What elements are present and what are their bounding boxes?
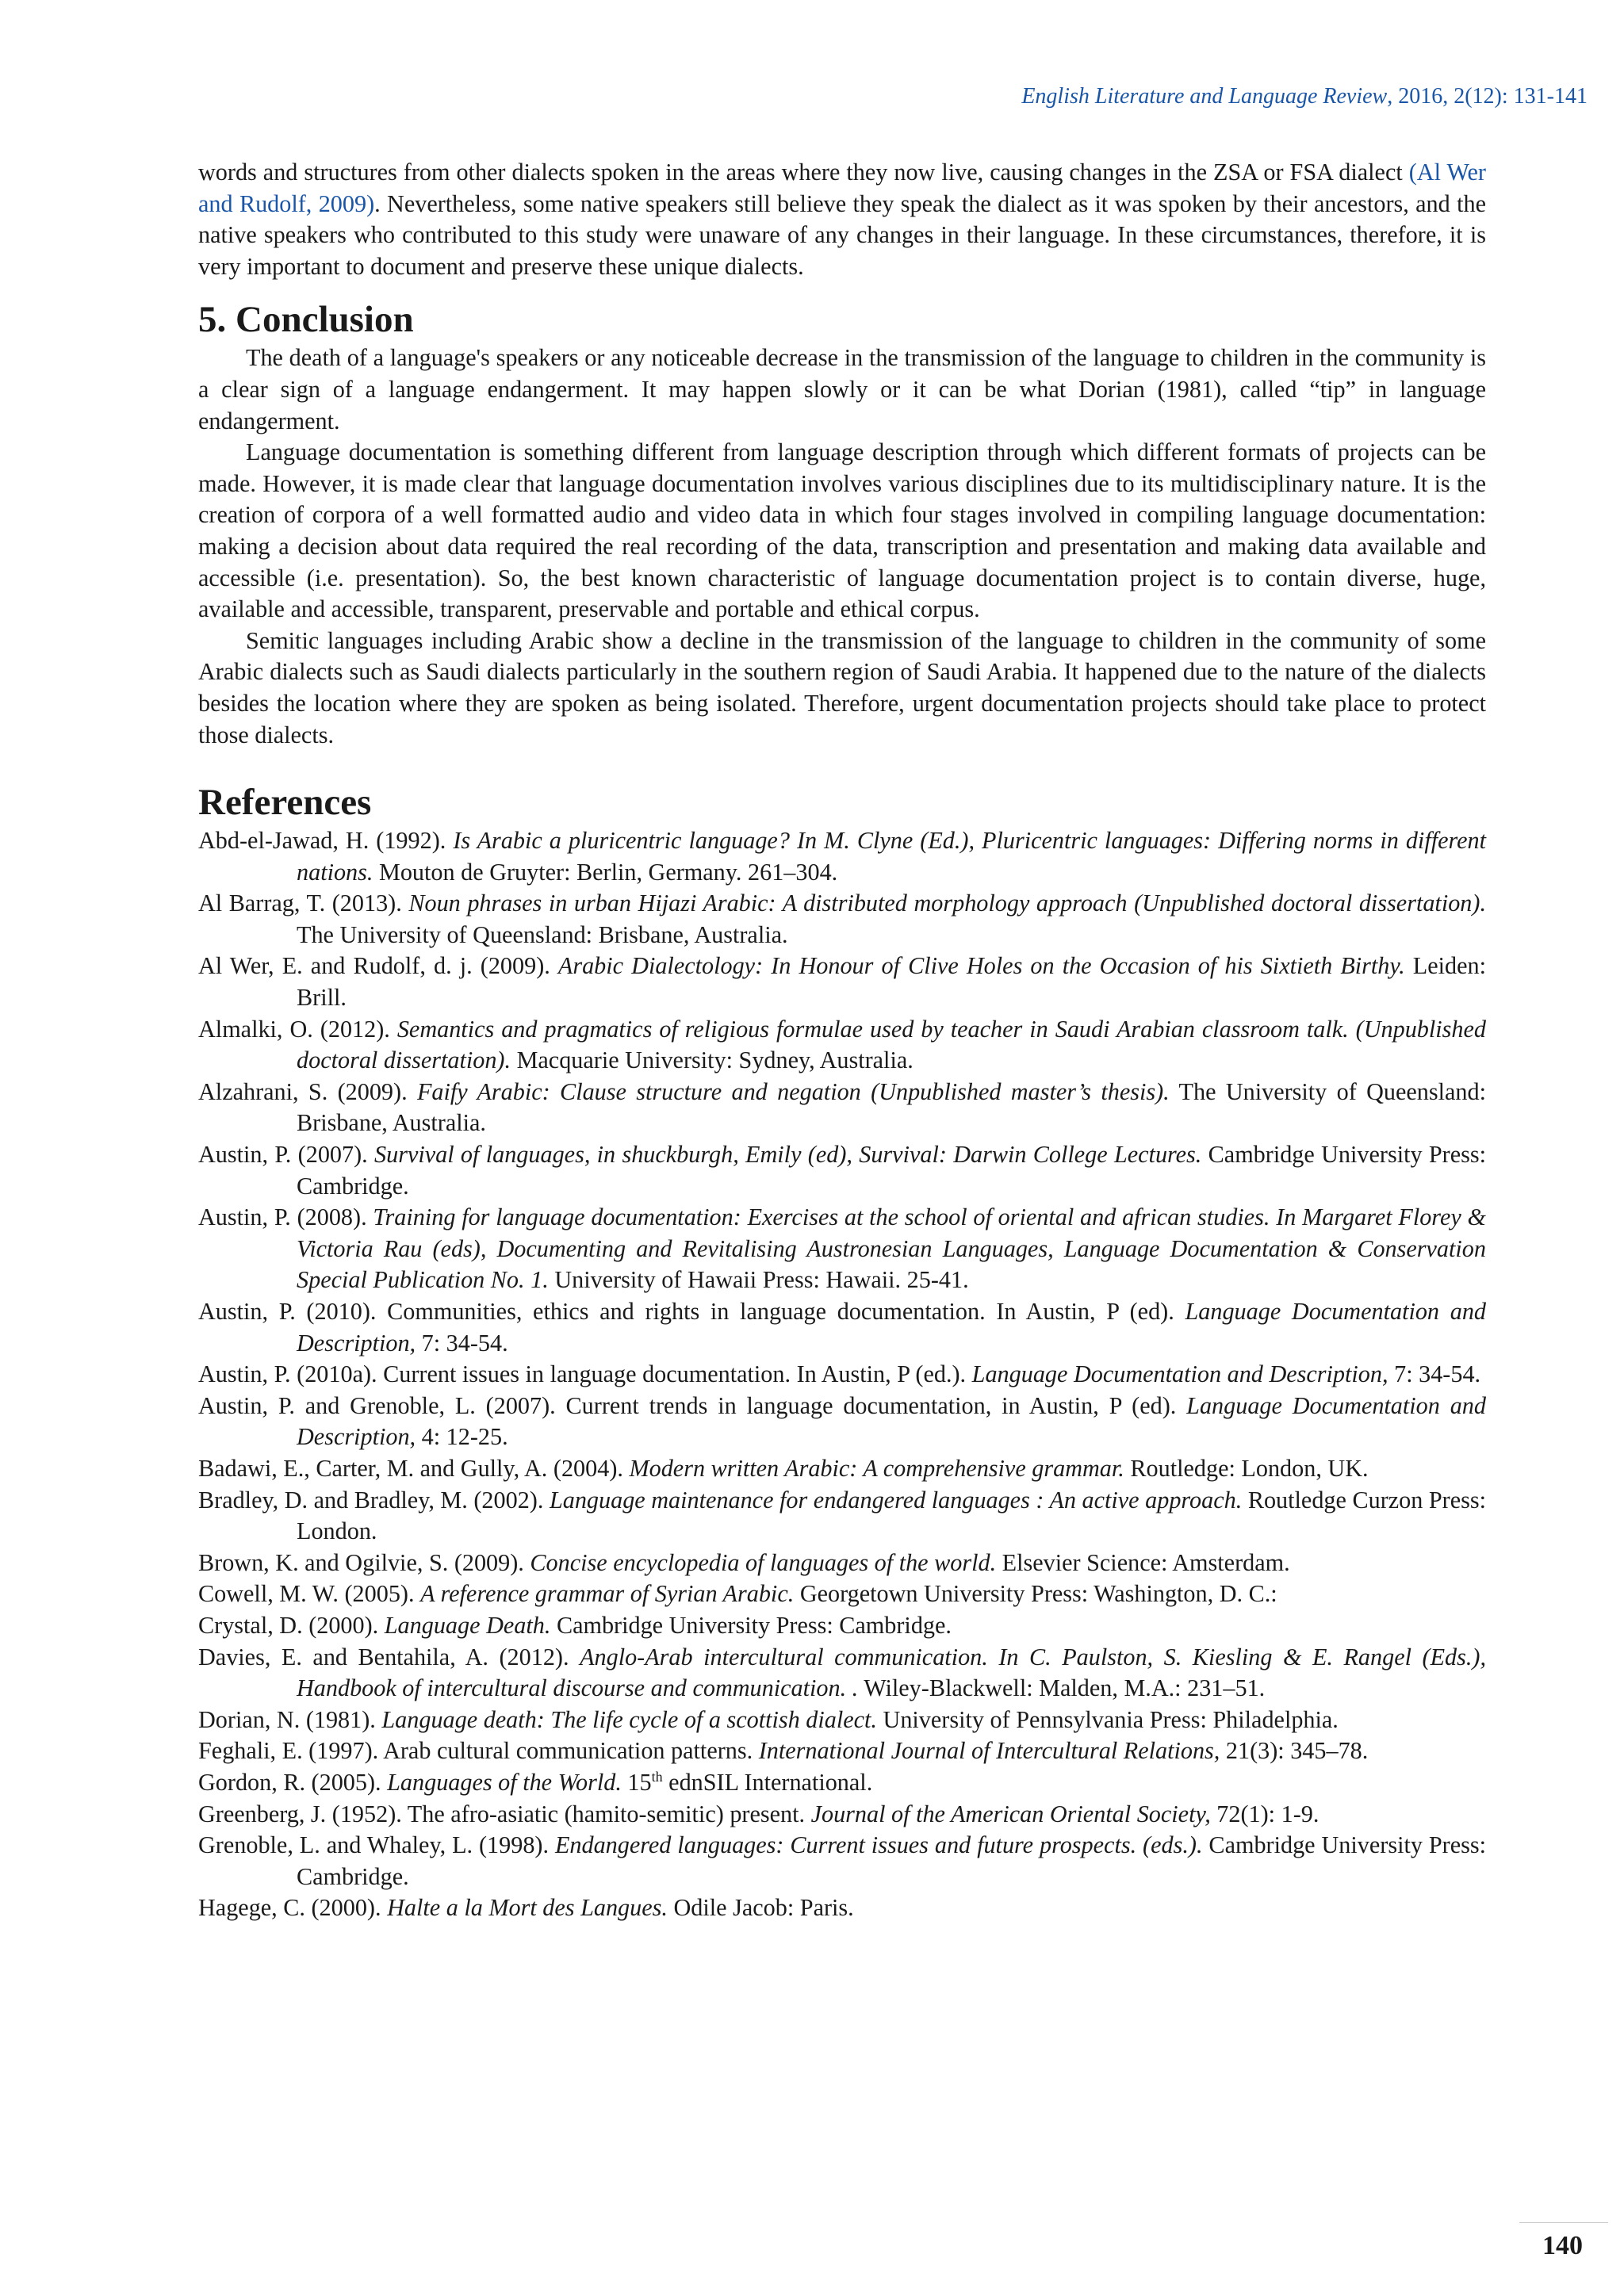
reference-publisher: University of Hawaii Press: Hawaii. 25-41. <box>548 1266 969 1294</box>
reference-title: Language Documentation and Description, <box>297 1391 1486 1451</box>
reference-publisher: Cambridge University Press: Cambridge. <box>297 1831 1486 1890</box>
reference-title: Language Documentation and Description, <box>971 1360 1388 1388</box>
reference-item <box>198 1767 1486 1799</box>
reference-authors: Bradley, D. and Bradley, M. (2002). <box>198 1486 550 1513</box>
reference-authors: Davies, E. and Bentahila, A. (2012). <box>198 1643 580 1670</box>
conclusion-paragraph: Language documentation is something different from language description through which different formats of projects can be made. However, it is made clear that language documentation involves various disciplines due to its multidisciplinary nature. It is the creation of corpora of a well formatted audio and video data in which four stages involved in compiling language documentation: making a decision about data required the real recording of the data, transcription and presentation and making data available and accessible (i.e. presentation). So, the best known characteristic of language documentation project is to contain diverse, huge, available and accessible, transparent, preservable and portable and ethical corpus. <box>198 438 1486 623</box>
reference-title: Halte a la Mort des Langues. <box>387 1894 668 1922</box>
reference-item <box>198 1548 1486 1579</box>
reference-item <box>198 1610 1486 1642</box>
intro-paragraph <box>198 157 1486 282</box>
reference-title: Languages of the World. <box>387 1768 622 1796</box>
reference-item <box>198 951 1486 1013</box>
reference-title: Journal of the American Oriental Society, <box>810 1800 1211 1827</box>
reference-authors: Alzahrani, S. (2009). <box>198 1077 417 1105</box>
reference-item <box>198 1296 1486 1359</box>
reference-item <box>198 825 1486 888</box>
reference-title: A reference grammar of Syrian Arabic. <box>420 1580 795 1608</box>
reference-item <box>198 1359 1486 1391</box>
reference-title: Language Documentation and Description, <box>297 1298 1487 1357</box>
reference-item <box>198 1139 1486 1202</box>
reference-list <box>198 825 1486 1924</box>
reference-title: Semantics and pragmatics of religious formulae used by teacher in Saudi Arabian classroom talk. (Unpublished doctoral dissertation). <box>297 1015 1487 1074</box>
reference-authors: Brown, K. and Ogilvie, S. (2009). <box>198 1548 530 1576</box>
reference-publisher: Leiden: Brill. <box>297 952 1486 1012</box>
references-heading: References <box>198 782 372 824</box>
footer-divider <box>1519 2222 1608 2223</box>
reference-authors: Grenoble, L. and Whaley, L. (1998). <box>198 1831 555 1859</box>
reference-title: Survival of languages, in shuckburgh, Emily (ed), Survival: Darwin College Lectures. <box>374 1141 1202 1169</box>
reference-title: Is Arabic a pluricentric language? In M. Clyne (Ed.), Pluricentric languages: Differing norms in different nations. <box>297 827 1486 886</box>
reference-item <box>198 1578 1486 1610</box>
reference-item <box>198 1892 1486 1924</box>
reference-authors: Austin, P. and Grenoble, L. (2007). Current trends in language documentation, in Austin, P (ed). <box>198 1391 1187 1419</box>
reference-item <box>198 1705 1486 1736</box>
reference-item <box>198 1014 1486 1077</box>
reference-title: Modern written Arabic: A comprehensive grammar. <box>629 1454 1124 1482</box>
intro-text-2: . Nevertheless, some native speakers still believe they speak the dialect as it was spoken by their ancestors, and the native speakers who contributed to this study were unaware of any changes in their language. In these circumstances, therefore, it is very important to document and preserve these unique dialects. <box>198 189 1486 280</box>
reference-publisher: Cambridge University Press: Cambridge. <box>297 1141 1486 1200</box>
reference-authors: Austin, P. (2007). <box>198 1141 375 1169</box>
conclusion-paragraph: The death of a language's speakers or any noticeable decrease in the transmission of the language to children in the community is a clear sign of a language endangerment. It may happen slowly or it can be what Dorian (1981), called “tip” in language endangerment. <box>198 344 1486 434</box>
intro-text-1: words and structures from other dialects spoken in the areas where they now live, causing changes in the ZSA or FSA dialect <box>198 159 1409 186</box>
running-header <box>1021 84 1588 109</box>
reference-title: Arabic Dialectology: In Honour of Clive Holes on the Occasion of his Sixtieth Birthy. <box>557 952 1405 980</box>
reference-title: Noun phrases in urban Hijazi Arabic: A distributed morphology approach (Unpublished doctoral dissertation). <box>408 890 1486 917</box>
reference-item <box>198 888 1486 951</box>
reference-item <box>198 1799 1486 1831</box>
reference-publisher: Elsevier Science: Amsterdam. <box>996 1548 1290 1576</box>
reference-item <box>198 1202 1486 1296</box>
reference-title: Training for language documentation: Exercises at the school of oriental and african studies. In Margaret Florey & Victoria Rau (eds), Documenting and Revitalising Austronesian Languages, Language Documentation & Conservation Special Publication No. 1. <box>297 1203 1486 1294</box>
reference-publisher: 21(3): 345–78. <box>1220 1737 1369 1765</box>
reference-publisher-continued: ednSIL International. <box>662 1768 873 1796</box>
reference-authors: Abd-el-Jawad, H. (1992). <box>198 827 454 855</box>
reference-authors: Gordon, R. (2005). <box>198 1768 388 1796</box>
page-number: 140 <box>1542 2231 1583 2260</box>
reference-publisher: Routledge: London, UK. <box>1124 1454 1369 1482</box>
reference-item <box>198 1735 1486 1767</box>
reference-item <box>198 1830 1486 1892</box>
reference-authors: Al Barrag, T. (2013). <box>198 890 409 917</box>
reference-authors: Austin, P. (2010). Communities, ethics and rights in language documentation. In Austin, P (ed). <box>198 1298 1185 1325</box>
reference-item <box>198 1391 1486 1453</box>
reference-authors: Cowell, M. W. (2005). <box>198 1580 421 1608</box>
reference-publisher: The University of Queensland: Brisbane, Australia. <box>297 920 788 948</box>
reference-authors: Badawi, E., Carter, M. and Gully, A. (2004). <box>198 1454 630 1482</box>
journal-citation: , 2016, 2(12): 131-141 <box>1387 84 1588 109</box>
reference-publisher: Cambridge University Press: Cambridge. <box>550 1611 952 1639</box>
reference-authors: Dorian, N. (1981). <box>198 1705 382 1733</box>
reference-publisher: 4: 12-25. <box>416 1423 508 1451</box>
reference-authors: Hagege, C. (2000). <box>198 1894 388 1922</box>
reference-publisher: 72(1): 1-9. <box>1210 1800 1320 1827</box>
reference-item <box>198 1077 1486 1139</box>
reference-title: Faify Arabic: Clause structure and negation (Unpublished master’s thesis). <box>416 1077 1170 1105</box>
reference-authors: Feghali, E. (1997). Arab cultural communication patterns. <box>198 1737 759 1765</box>
reference-title: Anglo-Arab intercultural communication. In C. Paulston, S. Kiesling & E. Rangel (Eds.), Handbook of intercultural discourse and communication. . <box>297 1643 1486 1702</box>
reference-publisher: The University of Queensland: Brisbane, Australia. <box>297 1077 1487 1137</box>
reference-title: International Journal of Intercultural Relations, <box>758 1737 1220 1765</box>
journal-name: English Literature and Language Review <box>1021 84 1388 109</box>
reference-publisher: 7: 34-54. <box>416 1329 508 1357</box>
reference-authors: Austin, P. (2010a). Current issues in language documentation. In Austin, P (ed.). <box>198 1360 972 1388</box>
reference-item <box>198 1642 1486 1705</box>
reference-publisher: Mouton de Gruyter: Berlin, Germany. 261–304. <box>373 858 838 886</box>
reference-authors: Al Wer, E. and Rudolf, d. j. (2009). <box>198 952 558 980</box>
conclusion-paragraph: Semitic languages including Arabic show a decline in the transmission of the language to children in the community of some Arabic dialects such as Saudi dialects particularly in the southern region of Saudi Arabia. It happened due to the nature of the dialects besides the location where they are spoken as being isolated. Therefore, urgent documentation projects should take place to protect those dialects. <box>198 626 1486 748</box>
page-content <box>198 157 1486 1924</box>
reference-item <box>198 1485 1486 1548</box>
reference-publisher: Odile Jacob: Paris. <box>667 1894 854 1922</box>
reference-authors: Greenberg, J. (1952). The afro-asiatic (hamito-semitic) present. <box>198 1800 811 1827</box>
edition-superscript: th <box>651 1768 663 1785</box>
reference-title: Concise encyclopedia of languages of the world. <box>530 1548 997 1576</box>
reference-authors: Austin, P. (2008). <box>198 1203 373 1231</box>
reference-title: Language death: The life cycle of a scottish dialect. <box>381 1705 877 1733</box>
reference-publisher: Macquarie University: Sydney, Australia. <box>511 1047 914 1074</box>
reference-publisher: Routledge Curzon Press: London. <box>297 1486 1486 1545</box>
reference-publisher: 15 <box>621 1768 652 1796</box>
reference-authors: Crystal, D. (2000). <box>198 1611 385 1639</box>
reference-publisher: Georgetown University Press: Washington, D. C.: <box>794 1580 1277 1608</box>
reference-item <box>198 1453 1486 1485</box>
reference-authors: Almalki, O. (2012). <box>198 1015 397 1043</box>
reference-publisher: University of Pennsylvania Press: Philadelphia. <box>876 1705 1339 1733</box>
reference-publisher: 7: 34-54. <box>1388 1360 1481 1388</box>
reference-title: Endangered languages: Current issues and future prospects. (eds.). <box>554 1831 1203 1859</box>
reference-title: Language Death. <box>384 1611 551 1639</box>
citation-link[interactable]: (Al Wer and Rudolf, 2009) <box>198 159 1486 217</box>
conclusion-heading: 5. Conclusion <box>198 299 414 341</box>
reference-title: Language maintenance for endangered languages : An active approach. <box>549 1486 1243 1513</box>
reference-publisher: Wiley-Blackwell: Malden, M.A.: 231–51. <box>858 1674 1266 1702</box>
